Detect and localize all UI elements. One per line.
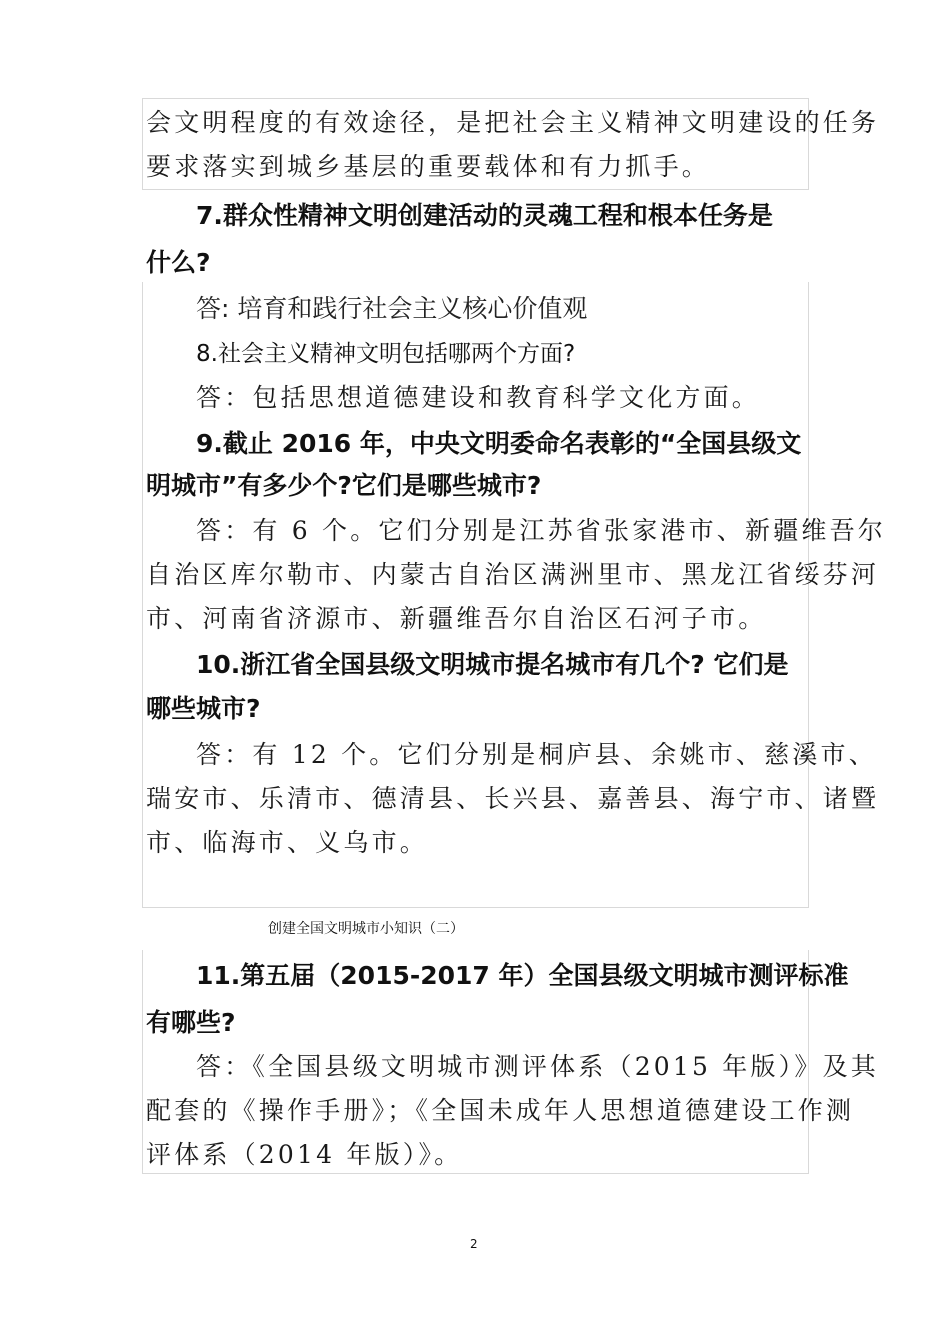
answer-8: 答：包括思想道德建设和教育科学文化方面。 (196, 383, 761, 412)
box-top-border (142, 98, 809, 99)
section-caption: 创建全国文明城市小知识（二） (268, 921, 464, 937)
question-9-line-2: 明城市”有多少个?它们是哪些城市? (146, 471, 542, 500)
continued-paragraph-line-2: 要求落实到城乡基层的重要载体和有力抓手。 (146, 152, 711, 181)
answer-11-line-3: 评体系（2014 年版）》。 (146, 1140, 463, 1169)
box-bottom-border-2 (142, 907, 809, 908)
question-10-line-1: 10.浙江省全国县级文明城市提名城市有几个? 它们是 (196, 650, 789, 679)
answer-10-line-1: 答：有 12 个。它们分别是桐庐县、余姚市、慈溪市、 (196, 740, 877, 769)
answer-9-line-1: 答：有 6 个。它们分别是江苏省张家港市、新疆维吾尔 (196, 516, 887, 545)
question-9-line-1: 9.截止 2016 年，中央文明委命名表彰的“全国县级文 (196, 429, 802, 458)
question-11-line-1: 11.第五届（2015-2017 年）全国县级文明城市测评标准 (196, 961, 849, 990)
box-left-border-1 (142, 98, 143, 190)
question-7-line-2: 什么? (146, 248, 211, 277)
box-left-border-3 (142, 950, 143, 1174)
question-11-line-2: 有哪些? (146, 1008, 236, 1037)
answer-10-line-2: 瑞安市、乐清市、德清县、长兴县、嘉善县、海宁市、诸暨 (146, 784, 880, 813)
answer-10-line-3: 市、临海市、义乌市。 (146, 828, 429, 857)
question-8: 8.社会主义精神文明包括哪两个方面? (196, 341, 576, 367)
answer-9-line-3: 市、河南省济源市、新疆维吾尔自治区石河子市。 (146, 604, 767, 633)
question-7-line-1: 7.群众性精神文明创建活动的灵魂工程和根本任务是 (196, 201, 773, 230)
box-bottom-border-3 (142, 1173, 809, 1174)
answer-11-line-1: 答：《全国县级文明城市测评体系（2015 年版）》及其 (196, 1052, 879, 1081)
question-10-line-2: 哪些城市? (146, 694, 261, 723)
box-left-border-2 (142, 282, 143, 908)
continued-paragraph-line-1: 会文明程度的有效途径，是把社会主义精神文明建设的任务 (146, 108, 880, 137)
page-number: 2 (470, 1237, 478, 1251)
answer-9-line-2: 自治区库尔勒市、内蒙古自治区满洲里市、黑龙江省绥芬河 (146, 560, 880, 589)
answer-11-line-2: 配套的《操作手册》；《全国未成年人思想道德建设工作测 (146, 1096, 855, 1125)
box-separator-1 (142, 189, 809, 190)
answer-7: 答: 培育和践行社会主义核心价值观 (196, 294, 588, 323)
